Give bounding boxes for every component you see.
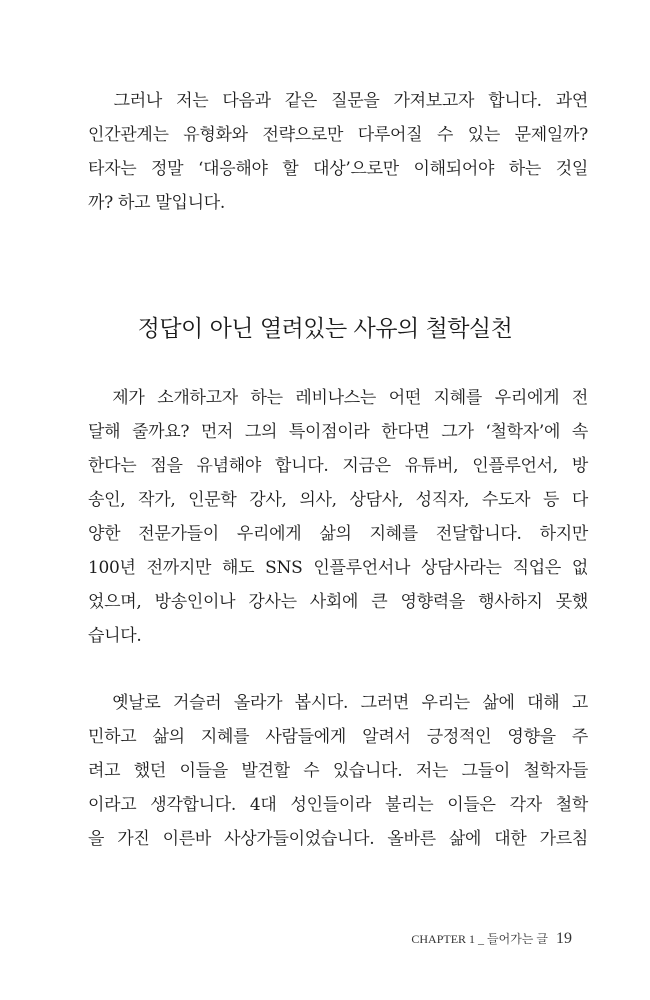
text-line: 타자는 정말 ‘대응해야 할 대상’으로만 이해되어야 하는 것일 <box>88 159 588 179</box>
text-line: 송인, 작가, 인문학 강사, 의사, 상담사, 성직자, 수도자 등 다 <box>88 490 588 510</box>
text-line: 옛날로 거슬러 올라가 봅시다. 그러면 우리는 삶에 대해 고 <box>88 693 588 713</box>
page-number: 19 <box>556 930 572 947</box>
text-line: 한다는 점을 유념해야 합니다. 지금은 유튜버, 인플루언서, 방 <box>88 456 588 476</box>
text-line: 100년 전까지만 해도 SNS 인플루언서나 상담사라는 직업은 없 <box>88 558 588 578</box>
paragraph-philosophers <box>88 686 588 856</box>
chapter-label: CHAPTER 1 _ 들어가는 글 <box>411 932 548 946</box>
text-line: 민하고 삶의 지혜를 사람들에게 알려서 긍정적인 영향을 주 <box>88 727 588 747</box>
text-line: 었으며, 방송인이나 강사는 사회에 큰 영향력을 행사하지 못했 <box>88 592 588 612</box>
text-line: 인간관계는 유형화와 전략으로만 다루어질 수 있는 문제일까? <box>88 125 588 145</box>
paragraph-intro-question <box>88 84 588 220</box>
text-line: 제가 소개하고자 하는 레비나스는 어떤 지혜를 우리에게 전 <box>88 388 588 408</box>
text-line: 습니다. <box>88 626 142 646</box>
text-line: 까? 하고 말입니다. <box>88 193 225 213</box>
section-heading: 정답이 아닌 열려있는 사유의 철학실천 <box>137 316 513 342</box>
text-line: 달해 줄까요? 먼저 그의 특이점이라 한다면 그가 ‘철학자’에 속 <box>88 422 588 442</box>
paragraph-levinas-intro <box>88 381 588 653</box>
page-footer <box>411 930 572 948</box>
text-line: 려고 했던 이들을 발견할 수 있습니다. 저는 그들이 철학자들 <box>88 761 588 781</box>
text-line: 양한 전문가들이 우리에게 삶의 지혜를 전달합니다. 하지만 <box>88 524 588 544</box>
text-line: 그러나 저는 다음과 같은 질문을 가져보고자 합니다. 과연 <box>88 91 588 111</box>
text-line: 이라고 생각합니다. 4대 성인들이라 불리는 이들은 각자 철학 <box>88 795 588 815</box>
text-line: 을 가진 이른바 사상가들이었습니다. 올바른 삶에 대한 가르침 <box>88 829 588 849</box>
